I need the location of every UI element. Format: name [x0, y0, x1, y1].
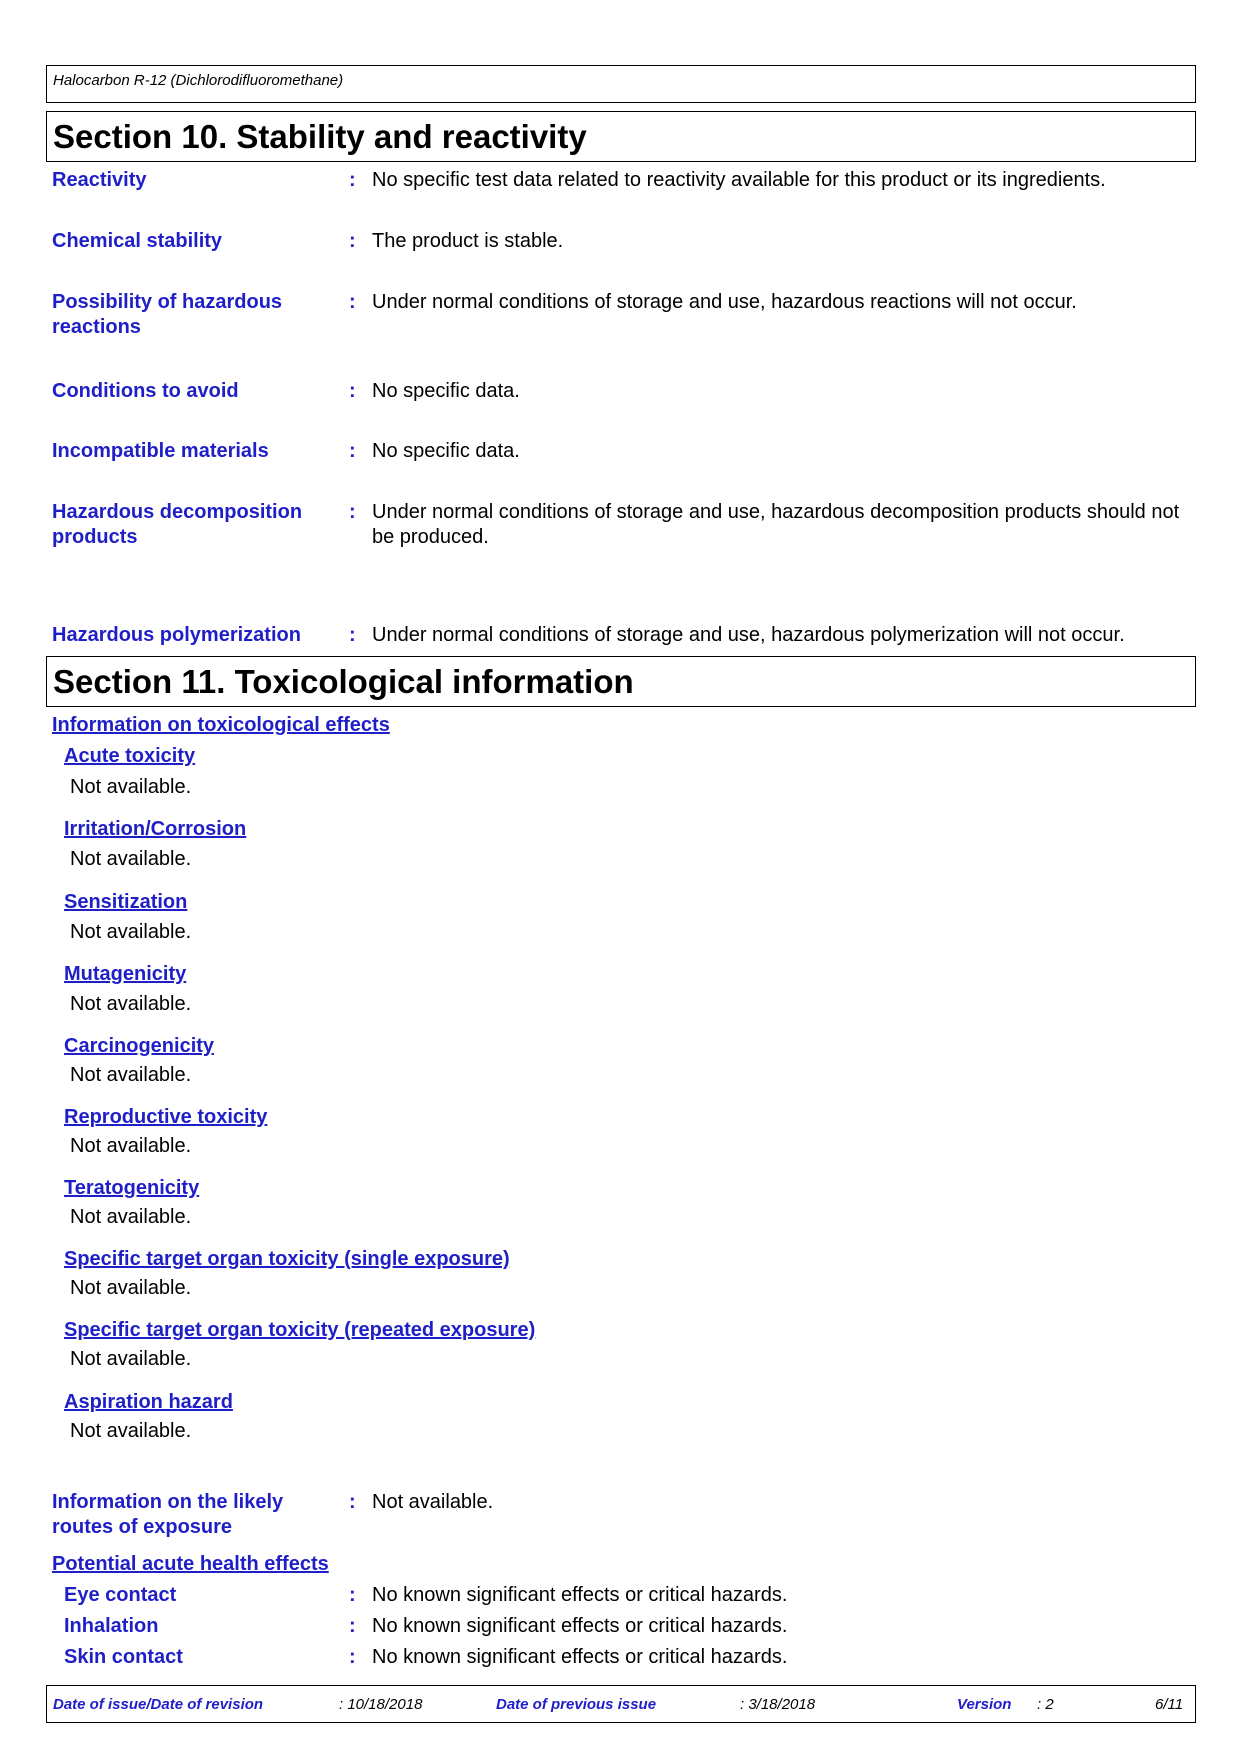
subsection-value: Not available.: [70, 848, 192, 870]
subsection-heading: Irritation/Corrosion: [64, 818, 247, 840]
previous-issue-label: Date of previous issue: [496, 1696, 657, 1713]
page-number: 6/11: [1155, 1696, 1184, 1713]
subsection-value: Not available.: [70, 1135, 192, 1157]
row-label: Skin contact: [64, 1646, 183, 1668]
subsection-heading: Teratogenicity: [64, 1177, 200, 1199]
row-colon: :: [349, 380, 356, 402]
subsection-value: Not available.: [70, 1064, 192, 1086]
subsection-value: Not available.: [70, 1348, 192, 1370]
row-value: No known significant effects or critical hazards.: [372, 1615, 788, 1637]
row-label: Information on the likely routes of exposure: [52, 1491, 284, 1538]
row-value: No known significant effects or critical hazards.: [372, 1584, 788, 1606]
row-colon: :: [349, 1646, 356, 1668]
subsection-heading: Mutagenicity: [64, 963, 187, 985]
subsection-heading: Sensitization: [64, 891, 188, 913]
subsection-value: Not available.: [70, 921, 192, 943]
row-value: No specific test data related to reactivity available for this product or its ingredients.: [372, 169, 1106, 191]
subsection-heading: Acute toxicity: [64, 745, 196, 767]
document-header: [46, 65, 1196, 103]
row-value: Under normal conditions of storage and use, hazardous polymerization will not occur.: [372, 624, 1125, 646]
issue-date-value: : 10/18/2018: [339, 1696, 423, 1713]
row-value: Under normal conditions of storage and use, hazardous reactions will not occur.: [372, 291, 1077, 313]
row-label: Hazardous decomposition products: [52, 501, 303, 548]
row-value: Not available.: [372, 1491, 494, 1513]
subsection-value: Not available.: [70, 1206, 192, 1228]
version-value: : 2: [1037, 1696, 1054, 1713]
row-value: Under normal conditions of storage and use, hazardous decomposition products should not be produced.: [372, 501, 1180, 548]
row-label: Inhalation: [64, 1615, 159, 1637]
row-colon: :: [349, 1491, 356, 1513]
section11-title: Section 11. Toxicological information: [53, 663, 634, 700]
row-colon: :: [349, 501, 356, 523]
subsection-heading: Carcinogenicity: [64, 1035, 215, 1057]
row-colon: :: [349, 1584, 356, 1606]
row-label: Conditions to avoid: [52, 380, 239, 402]
acute-health-effects-heading: Potential acute health effects: [52, 1553, 329, 1575]
subsection-heading: Specific target organ toxicity (single exposure): [64, 1248, 510, 1270]
section11-title-box: [46, 656, 1196, 707]
product-name: Halocarbon R-12 (Dichlorodifluoromethane): [53, 72, 344, 89]
row-colon: :: [349, 230, 356, 252]
row-value: No known significant effects or critical hazards.: [372, 1646, 788, 1668]
row-colon: :: [349, 440, 356, 462]
row-colon: :: [349, 1615, 356, 1637]
toxicological-effects-heading: Information on toxicological effects: [52, 714, 390, 736]
row-colon: :: [349, 169, 356, 191]
row-colon: :: [349, 291, 356, 313]
row-label: Chemical stability: [52, 230, 223, 252]
row-value: The product is stable.: [372, 230, 564, 252]
row-label: Eye contact: [64, 1584, 177, 1606]
document-footer: [46, 1685, 1196, 1723]
subsection-heading: Reproductive toxicity: [64, 1106, 268, 1128]
subsection-value: Not available.: [70, 1277, 192, 1299]
issue-date-label: Date of issue/Date of revision: [53, 1696, 264, 1713]
row-value: No specific data.: [372, 440, 520, 462]
row-label: Reactivity: [52, 169, 147, 191]
row-label: Hazardous polymerization: [52, 624, 301, 646]
subsection-heading: Specific target organ toxicity (repeated exposure): [64, 1319, 536, 1341]
subsection-value: Not available.: [70, 993, 192, 1015]
row-label: Possibility of hazardous reactions: [52, 291, 283, 338]
row-colon: :: [349, 624, 356, 646]
section10-title-box: [46, 111, 1196, 162]
version-label: Version: [957, 1696, 1012, 1713]
section10-title: Section 10. Stability and reactivity: [53, 118, 587, 155]
row-label: Incompatible materials: [52, 440, 269, 462]
previous-issue-value: : 3/18/2018: [740, 1696, 816, 1713]
subsection-value: Not available.: [70, 1420, 192, 1442]
row-value: No specific data.: [372, 380, 520, 402]
subsection-heading: Aspiration hazard: [64, 1391, 233, 1413]
subsection-value: Not available.: [70, 776, 192, 798]
